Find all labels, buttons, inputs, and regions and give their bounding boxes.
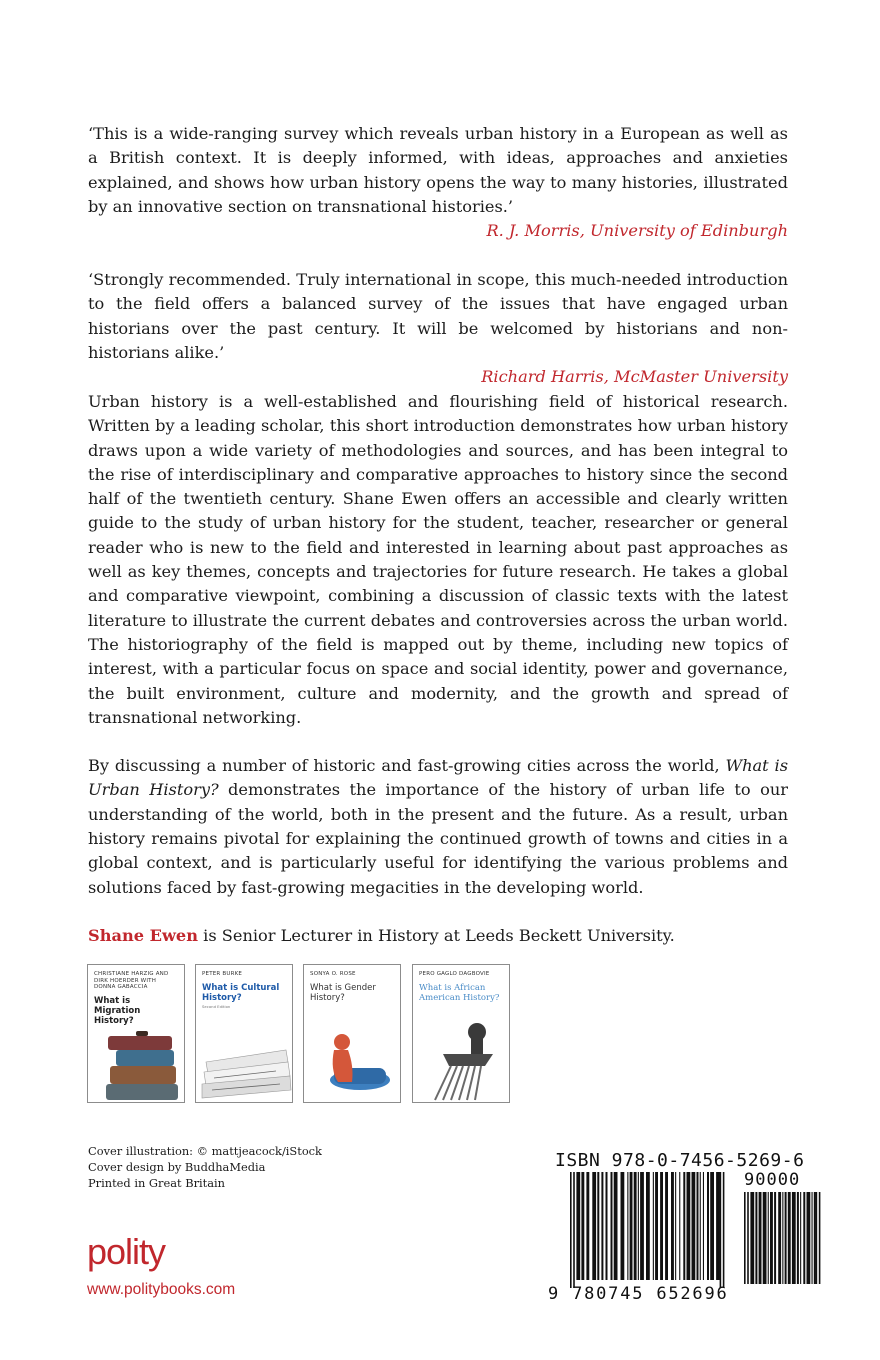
barcode-bar <box>816 1192 818 1284</box>
barcode-bar <box>755 1192 757 1284</box>
figure-on-chair-illustration <box>304 1022 400 1102</box>
barcode-bar <box>660 1172 663 1280</box>
author-bio <box>88 924 788 948</box>
barcode-bar <box>778 1192 781 1284</box>
barcode-bar <box>573 1172 575 1288</box>
cover-title: What is Cultural History? <box>202 982 280 1003</box>
barcode-bar <box>807 1192 811 1284</box>
barcode-bar <box>814 1192 816 1284</box>
barcode-bar <box>581 1172 584 1280</box>
endorsement-quote-2 <box>88 268 788 389</box>
isbn-barcode <box>548 1150 828 1310</box>
cover-author: PETER BURKE <box>202 971 243 977</box>
barcode-bar <box>679 1172 680 1280</box>
isbn-label: ISBN 978-0-7456-5269-6 <box>555 1150 805 1171</box>
cover-title: What is Gender History? <box>310 982 376 1003</box>
barcode-bar <box>614 1172 618 1280</box>
barcode-bar <box>703 1172 704 1280</box>
barcode-bar <box>665 1172 668 1280</box>
cover-author: PERO GAGLO DAGBOVIE <box>419 971 490 977</box>
barcode-bar <box>782 1192 783 1284</box>
barcode-bar <box>750 1192 754 1284</box>
credit-printed: Printed in Great Britain <box>88 1176 225 1190</box>
barcode-bar <box>570 1172 572 1288</box>
barcode-bar <box>640 1172 644 1280</box>
barcode-bar <box>707 1172 709 1280</box>
ean-digits: 9 780745 652696 <box>548 1284 729 1304</box>
cover-author: CHRISTIANE HARZIG AND DIRK HOERDER WITH DONNA GABACCIA <box>94 971 169 990</box>
quote-text: ‘This is a wide-ranging survey which reveals urban history in a European as well as a British context. It is deeply informed, with ideas, approaches and anxieties explained, and shows how urban history opens the way to many histories, illustrated by an innovative section on transnational histories.’ <box>88 124 788 216</box>
series-cover-migration <box>87 964 185 1103</box>
cover-edition: Second Edition <box>202 1003 231 1009</box>
barcode-bar <box>744 1192 746 1284</box>
barcode-bar <box>586 1172 589 1280</box>
price-addon-label: 90000 <box>744 1170 801 1190</box>
barcode-bar <box>792 1192 796 1284</box>
barcode-bar <box>653 1172 654 1280</box>
barcode-bar <box>627 1172 628 1280</box>
quote-attribution: Richard Harris, McMaster University <box>481 367 788 387</box>
barcode-bar <box>576 1172 580 1280</box>
credit-illustration: Cover illustration: © mattjeacock/iStock <box>88 1144 322 1158</box>
newspapers-illustration <box>196 1032 292 1102</box>
description-paragraph-2 <box>88 754 788 900</box>
quote-text: ‘Strongly recommended. Truly international in scope, this much-needed introduction to the field offers a balanced survey of the issues that have engaged urban historians over the past century. It will be welcomed by historians and non-historians alike.’ <box>88 270 788 362</box>
cover-title: What is Migration History? <box>94 995 141 1026</box>
barcode-bar <box>700 1172 701 1280</box>
barcode-bar <box>774 1192 776 1284</box>
barcode-bar <box>747 1192 749 1284</box>
afro-pick-illustration <box>413 1018 509 1102</box>
polity-logo: polity <box>87 1231 166 1272</box>
barcode-bar <box>720 1172 722 1288</box>
barcode-bar <box>819 1192 821 1284</box>
suitcases-illustration <box>88 1022 184 1102</box>
barcode-bar <box>621 1172 625 1280</box>
barcode-bar <box>697 1172 699 1280</box>
series-cover-cultural <box>195 964 293 1103</box>
barcode-bar <box>606 1172 608 1280</box>
barcode-bar <box>716 1172 720 1280</box>
barcode-bar <box>759 1192 762 1284</box>
book-title-inline: What is Urban History? <box>88 756 788 800</box>
barcode-bar <box>646 1172 650 1280</box>
barcode-bar <box>638 1172 639 1280</box>
barcode-bar <box>797 1192 799 1284</box>
barcode-bar <box>592 1172 596 1280</box>
barcode-bar <box>675 1172 676 1280</box>
barcode-bar <box>597 1172 599 1280</box>
endorsement-quote-1 <box>88 122 788 243</box>
barcode-bar <box>634 1172 637 1280</box>
author-name: Shane Ewen <box>88 925 198 945</box>
author-bio-text: is Senior Lecturer in History at Leeds Beckett University. <box>198 925 675 945</box>
credit-design: Cover design by BuddhaMedia <box>88 1160 266 1174</box>
series-cover-african-american <box>412 964 510 1103</box>
cover-title: What is African American History? <box>419 982 500 1003</box>
description-paragraph-1: Urban history is a well-established and flourishing field of historical research. Written by a leading scholar, this short introduction demonstrates how urban history draws upon a wide variety of methodologies and sources, and has been integral to the rise of interdisciplinary and comparative approaches to history since the second half of the twentieth century. Shane Ewen offers an accessible and clearly written guide to the study of urban history for the student, teacher, researcher or general reader who is new to the field and interested in learning about past approaches as well as key themes, concepts and trajectories for future research. He takes a global and comparative viewpoint, combining a discussion of classic texts with the latest literature to illustrate the current debates and controversies across the urban world. The historiography of the field is mapped out by theme, including new topics of interest, with a particular focus on space and social identity, power and governance, the built environment, culture and modernity, and the growth and spread of transnational networking. <box>88 392 788 727</box>
barcode-bar <box>611 1172 613 1280</box>
series-cover-gender <box>303 964 401 1103</box>
quote-attribution: R. J. Morris, University of Edinburgh <box>486 221 788 241</box>
publisher-brand <box>87 1232 235 1300</box>
barcode-bar <box>601 1172 603 1280</box>
cover-credits <box>88 1143 322 1191</box>
barcode-bar <box>768 1192 769 1284</box>
cover-author: SONYA O. ROSE <box>310 971 356 977</box>
book-description <box>88 390 788 972</box>
barcode-bar <box>800 1192 801 1284</box>
barcode-bar <box>692 1172 696 1280</box>
barcode-bar <box>630 1172 633 1280</box>
series-covers <box>87 964 517 1106</box>
barcode-bar <box>763 1192 767 1284</box>
barcode-bar <box>785 1192 787 1284</box>
barcode-bar <box>710 1172 714 1280</box>
barcode-bar <box>803 1192 805 1284</box>
barcode-bar <box>683 1172 685 1280</box>
barcode-bar <box>655 1172 658 1280</box>
paragraph-text: demonstrates the importance of the history of urban life to our understanding of the world, both in the present and the future. As a result, urban history remains pivotal for explaining the continued growth of towns and cities in a global context, and is particularly useful for identifying the various problems and solutions faced by fast-growing megacities in the developing world. <box>88 780 788 897</box>
barcode-bar <box>687 1172 691 1280</box>
barcode-bar <box>671 1172 674 1280</box>
barcode-bar <box>723 1172 725 1288</box>
barcode-bar <box>770 1192 773 1284</box>
barcode-bar <box>788 1192 791 1284</box>
barcode-bar <box>812 1192 813 1284</box>
paragraph-text: By discussing a number of historic and fast-growing cities across the world, <box>88 756 726 776</box>
publisher-url[interactable]: www.politybooks.com <box>87 1281 236 1298</box>
